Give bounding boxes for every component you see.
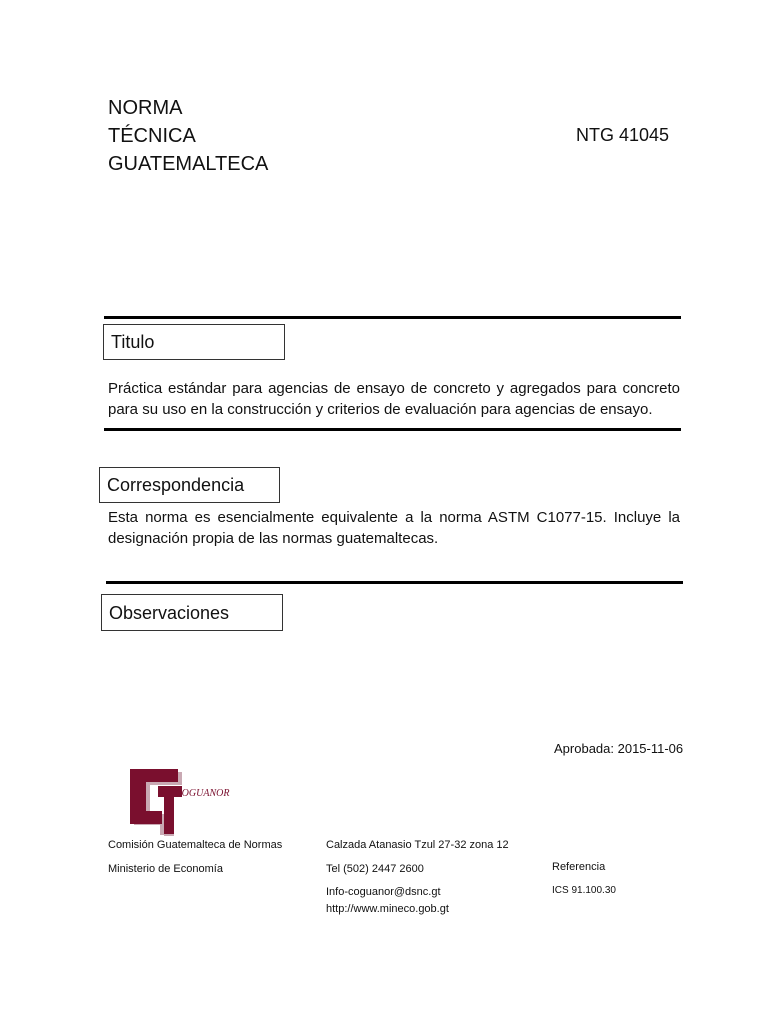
titulo-label: Titulo — [111, 332, 155, 352]
observaciones-label-box — [101, 594, 283, 631]
footer-phone: Tel (502) 2447 2600 — [326, 863, 424, 875]
section-divider — [104, 316, 681, 319]
document-title — [108, 94, 268, 178]
titulo-label-box — [103, 324, 285, 360]
section-divider — [104, 428, 681, 431]
coguanor-logo — [108, 762, 230, 837]
footer-address: Calzada Atanasio Tzul 27-32 zona 12 — [326, 839, 509, 851]
footer-org: Comisión Guatemalteca de Normas — [108, 839, 283, 851]
correspondencia-text: Esta norma es esencialmente equivalente a la norma ASTM C1077-15. Incluye la designación propia de las normas guatemaltecas. — [108, 509, 680, 547]
approval-date: Aprobada: 2015-11-06 — [554, 741, 684, 756]
correspondencia-label-box — [99, 467, 280, 503]
title-line-1: NORMA — [108, 97, 183, 119]
section-divider — [106, 581, 683, 584]
reference-value: ICS 91.100.30 — [552, 885, 616, 896]
footer-ministry: Ministerio de Economía — [108, 863, 223, 875]
footer-website: http://www.mineco.gob.gt — [326, 903, 449, 915]
logo-text: COGUANOR — [175, 788, 230, 799]
title-line-2: TÉCNICA — [108, 125, 196, 147]
coguanor-logo-mark — [108, 762, 230, 837]
titulo-text: Práctica estándar para agencias de ensayo de concreto y agregados para concreto para su uso en la construcción y criterios de evaluación para agencias de ensayo. — [108, 380, 680, 418]
footer-email: Info-coguanor@dsnc.gt — [326, 886, 441, 898]
norm-code: NTG 41045 — [576, 125, 670, 145]
correspondencia-label: Correspondencia — [107, 475, 245, 495]
reference-label: Referencia — [552, 861, 606, 873]
observaciones-label: Observaciones — [109, 602, 230, 623]
title-line-3: GUATEMALTECA — [108, 153, 269, 175]
